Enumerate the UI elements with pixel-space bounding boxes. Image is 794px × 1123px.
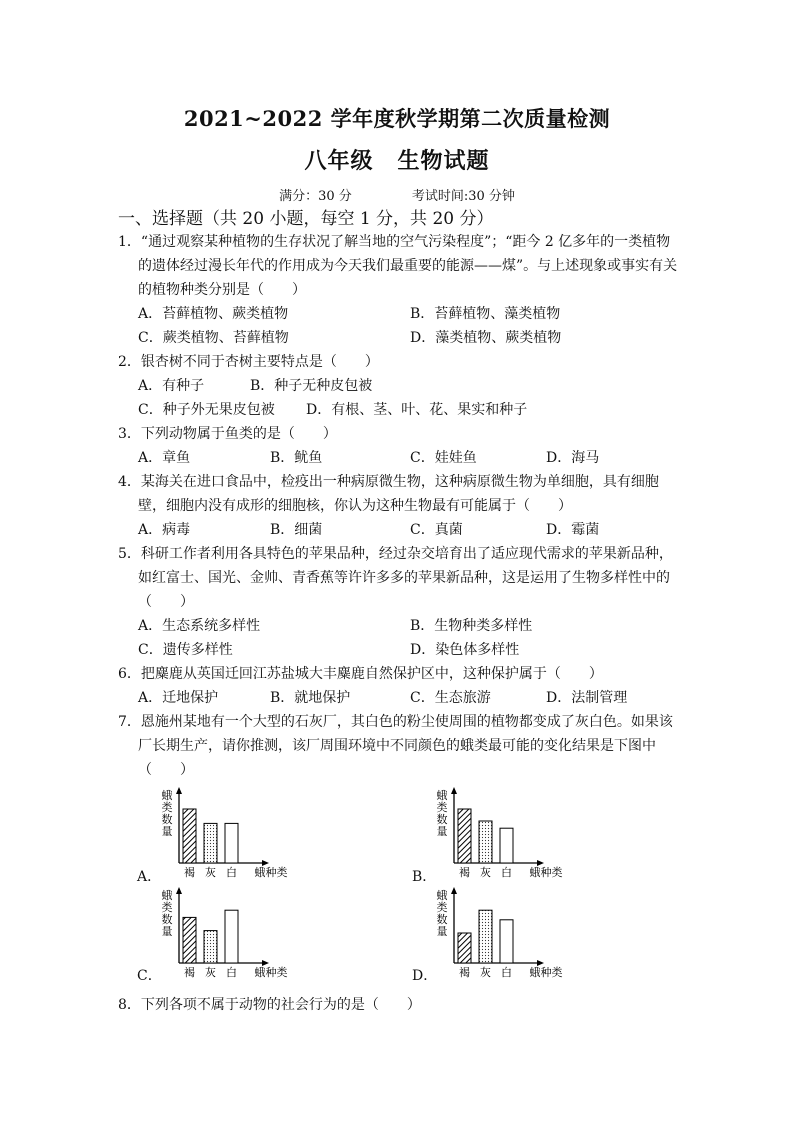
y-axis-label: 蛾类数量 bbox=[436, 889, 448, 938]
subject-label: 生物试题 bbox=[397, 148, 490, 174]
x-tick-label: 褐 bbox=[184, 866, 195, 879]
options-row bbox=[118, 518, 678, 542]
x-tick-label: 灰 bbox=[480, 966, 491, 979]
option-b[interactable]: B．鱿鱼 bbox=[270, 450, 323, 466]
bar-褐 bbox=[183, 917, 196, 963]
bar-白 bbox=[225, 910, 238, 963]
x-tick-label: 灰 bbox=[205, 966, 216, 979]
y-axis-label: 蛾类数量 bbox=[161, 889, 173, 938]
x-axis-label: 蛾种类 bbox=[254, 866, 288, 879]
bar-褐 bbox=[458, 809, 471, 863]
chart-b-label[interactable]: B． bbox=[412, 869, 437, 885]
options-row bbox=[118, 398, 678, 422]
exam-title: 2021~2022 学年度秋学期第二次质量检测 bbox=[183, 106, 611, 131]
option-a[interactable]: A．苔藓植物、蕨类植物 bbox=[138, 306, 289, 322]
x-tick-label: 白 bbox=[501, 966, 512, 979]
exam-subtitle bbox=[0, 144, 794, 175]
option-d[interactable]: D．藻类植物、蕨类植物 bbox=[410, 330, 562, 346]
x-tick-label: 褐 bbox=[459, 866, 470, 879]
x-tick-label: 白 bbox=[226, 966, 237, 979]
question-1 bbox=[118, 230, 678, 350]
option-a[interactable]: A．病毒 bbox=[138, 522, 191, 538]
option-b[interactable]: B．生物种类多样性 bbox=[410, 618, 533, 634]
chart-b bbox=[430, 785, 580, 885]
option-c[interactable]: C．真菌 bbox=[410, 522, 463, 538]
x-tick-label: 褐 bbox=[184, 966, 195, 979]
question-stem: 3．下列动物属于鱼类的是（ ） bbox=[118, 426, 337, 442]
option-b[interactable]: B．就地保护 bbox=[270, 690, 351, 706]
question-stem: 4．某海关在进口食品中，检疫出一种病原微生物，这种病原微生物为单细胞，具有细胞壁，细胞内没有成形的细胞核，你认为这种生物最有可能属于（ ） bbox=[118, 474, 659, 514]
y-axis-label: 蛾类数量 bbox=[161, 789, 173, 838]
bar-白 bbox=[500, 920, 513, 963]
question-8 bbox=[118, 993, 678, 1017]
option-d[interactable]: D．海马 bbox=[546, 450, 600, 466]
options-row bbox=[118, 686, 678, 710]
bar-灰 bbox=[479, 821, 492, 863]
x-axis-label: 蛾种类 bbox=[254, 966, 288, 979]
option-a[interactable]: A．章鱼 bbox=[138, 450, 191, 466]
option-d[interactable]: D．法制管理 bbox=[546, 690, 628, 706]
options-row bbox=[118, 638, 678, 662]
exam-time: 考试时间:30 分钟 bbox=[411, 189, 515, 204]
option-b[interactable]: B．苔藓植物、藻类植物 bbox=[410, 306, 561, 322]
bar-灰 bbox=[479, 910, 492, 963]
y-axis-arrow bbox=[451, 787, 457, 794]
option-c[interactable]: C．娃娃鱼 bbox=[410, 450, 477, 466]
chart-a bbox=[155, 785, 305, 885]
y-axis-arrow bbox=[451, 887, 457, 894]
options-row bbox=[118, 326, 678, 350]
bar-白 bbox=[225, 823, 238, 863]
option-c[interactable]: C．生态旅游 bbox=[410, 690, 491, 706]
grade-label: 八年级 bbox=[304, 148, 374, 174]
x-tick-label: 白 bbox=[226, 866, 237, 879]
options-row bbox=[118, 614, 678, 638]
section-heading: 一、选择题（共 20 小题，每空 1 分，共 20 分） bbox=[118, 209, 494, 229]
option-c[interactable]: C．遗传多样性 bbox=[138, 642, 233, 658]
question-2 bbox=[118, 350, 678, 422]
option-a[interactable]: A．有种子 bbox=[138, 378, 205, 394]
chart-c-label[interactable]: C． bbox=[137, 968, 162, 984]
chart-d-label[interactable]: D． bbox=[412, 968, 438, 984]
options-row bbox=[118, 302, 678, 326]
option-a[interactable]: A．生态系统多样性 bbox=[138, 618, 261, 634]
options-row bbox=[118, 446, 678, 470]
question-stem: 6．把麋鹿从英国迁回江苏盐城大丰麋鹿自然保护区中，这种保护属于（ ） bbox=[118, 666, 603, 682]
x-tick-label: 灰 bbox=[480, 866, 491, 879]
option-d[interactable]: D．染色体多样性 bbox=[410, 642, 520, 658]
bar-褐 bbox=[458, 933, 471, 963]
x-axis-label: 蛾种类 bbox=[529, 966, 563, 979]
chart-c bbox=[155, 885, 305, 985]
y-axis-arrow bbox=[176, 787, 182, 794]
chart-a-label[interactable]: A． bbox=[137, 869, 162, 885]
exam-info bbox=[0, 185, 794, 204]
option-d[interactable]: D．有根、茎、叶、花、果实和种子 bbox=[306, 402, 528, 418]
option-b[interactable]: B．种子无种皮包被 bbox=[250, 378, 373, 394]
question-stem: 2．银杏树不同于杏树主要特点是（ ） bbox=[118, 354, 379, 370]
question-stem: 1．“通过观察某种植物的生存状况了解当地的空气污染程度”；“距今 2 亿多年的一类植物的遗体经过漫长年代的作用成为今天我们最重要的能源——煤”。与上述现象或事实有关的植物种类分别是（ ） bbox=[118, 234, 678, 298]
question-5 bbox=[118, 542, 678, 662]
option-c[interactable]: C．蕨类植物、苔藓植物 bbox=[138, 330, 289, 346]
x-axis-label: 蛾种类 bbox=[529, 866, 563, 879]
x-tick-label: 褐 bbox=[459, 966, 470, 979]
option-a[interactable]: A．迁地保护 bbox=[138, 690, 219, 706]
options-row bbox=[118, 374, 678, 398]
question-stem: 7．恩施州某地有一个大型的石灰厂，其白色的粉尘使周围的植物都变成了灰白色。如果该厂长期生产，请你推测，该厂周围环境中不同颜色的蛾类最可能的变化结果是下图中（ ） bbox=[118, 714, 673, 778]
bar-白 bbox=[500, 828, 513, 863]
question-3 bbox=[118, 422, 678, 470]
chart-d bbox=[430, 885, 580, 985]
y-axis-arrow bbox=[176, 887, 182, 894]
bar-褐 bbox=[183, 809, 196, 863]
x-tick-label: 灰 bbox=[205, 866, 216, 879]
question-stem: 5．科研工作者利用各具特色的苹果品种，经过杂交培育出了适应现代需求的苹果新品种，如红富士、国光、金帅、青香蕉等许许多多的苹果新品种，这是运用了生物多样性中的（ ） bbox=[118, 546, 673, 610]
option-d[interactable]: D．霉菌 bbox=[546, 522, 600, 538]
bar-灰 bbox=[204, 823, 217, 863]
bar-灰 bbox=[204, 931, 217, 963]
y-axis-label: 蛾类数量 bbox=[436, 789, 448, 838]
question-6 bbox=[118, 662, 678, 710]
option-c[interactable]: C．种子外无果皮包被 bbox=[138, 402, 275, 418]
question-7 bbox=[118, 710, 678, 782]
full-score: 满分：30 分 bbox=[279, 189, 352, 204]
question-stem: 8．下列各项不属于动物的社会行为的是（ ） bbox=[118, 997, 421, 1013]
question-4 bbox=[118, 470, 678, 542]
x-tick-label: 白 bbox=[501, 866, 512, 879]
option-b[interactable]: B．细菌 bbox=[270, 522, 323, 538]
